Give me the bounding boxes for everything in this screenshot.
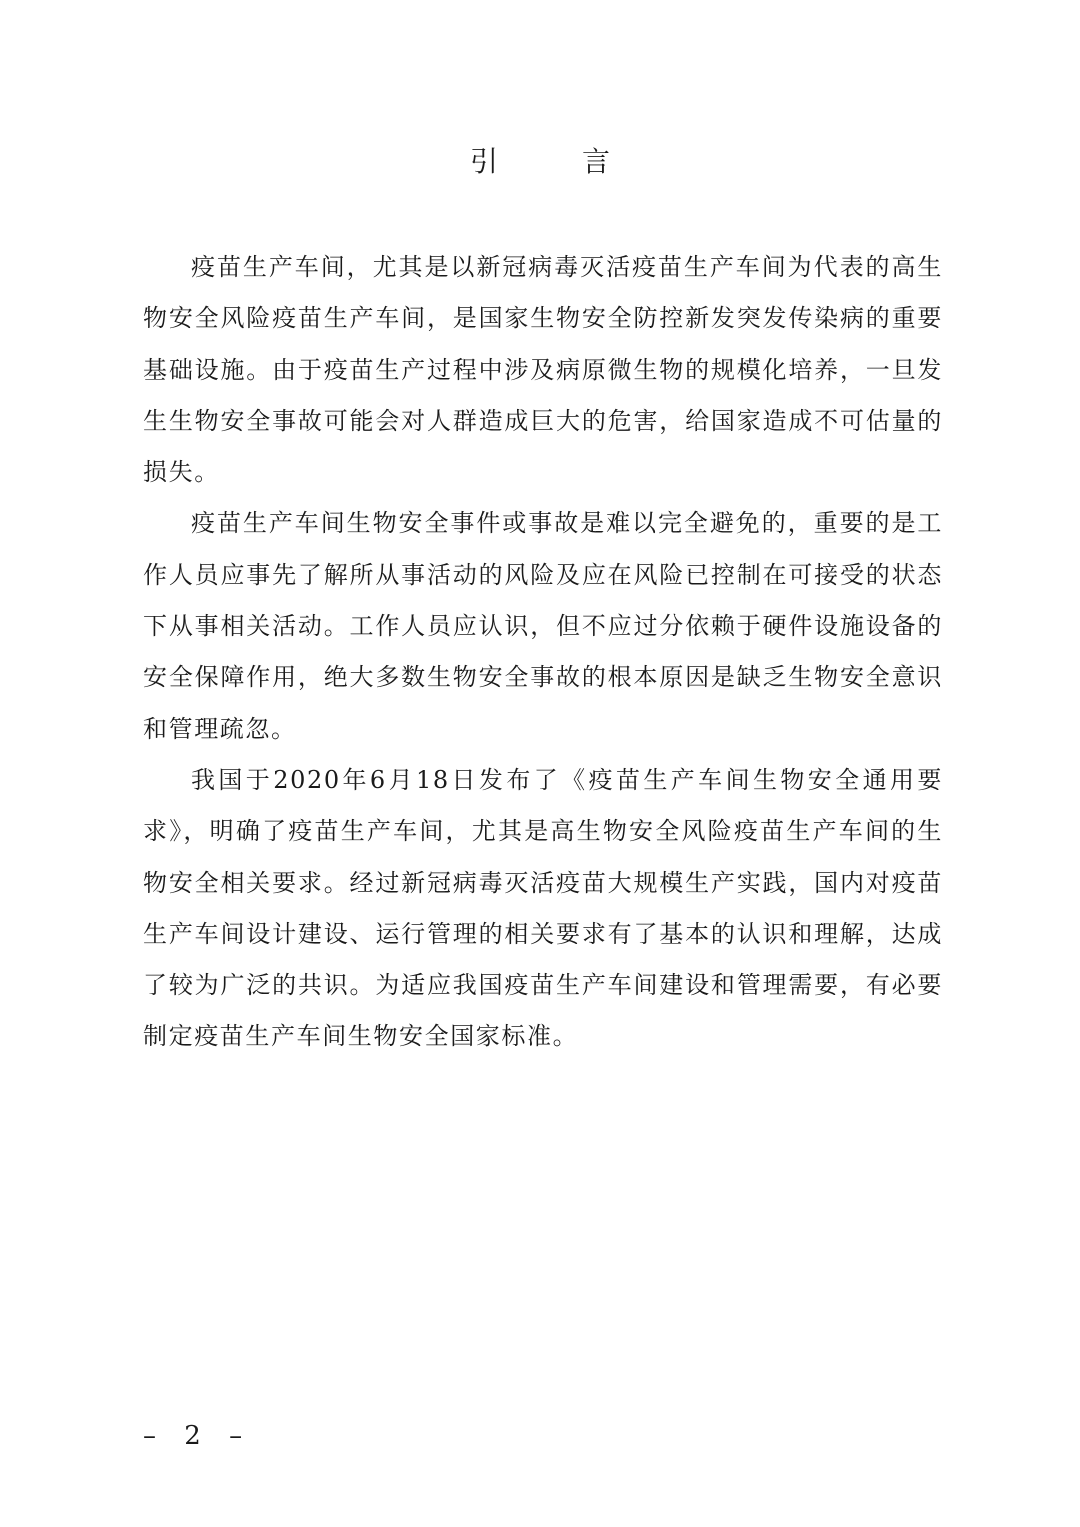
paragraph-1: 疫苗生产车间，尤其是以新冠病毒灭活疫苗生产车间为代表的高生物安全风险疫苗生产车间，是国家生物安全防控新发突发传染病的重要基础设施。由于疫苗生产过程中涉及病原微生物的规模化培养，一旦发生生物安全事故可能会对人群造成巨大的危害，给国家造成不可估量的损失。 [143, 253, 943, 487]
body-text [143, 242, 943, 1063]
page-title: 引 言 [469, 145, 638, 178]
paragraph-3: 我国于2020年6月18日发布了《疫苗生产车间生物安全通用要求》，明确了疫苗生产车间，尤其是高生物安全风险疫苗生产车间的生物安全相关要求。经过新冠病毒灭活疫苗大规模生产实践，国内对疫苗生产车间设计建设、运行管理的相关要求有了基本的认识和理解，达成了较为广泛的共识。为适应我国疫苗生产车间建设和管理需要，有必要制定疫苗生产车间生物安全国家标准。 [143, 765, 943, 1051]
page-number: – 2 – [143, 1421, 253, 1451]
paragraph-2: 疫苗生产车间生物安全事件或事故是难以完全避免的，重要的是工作人员应事先了解所从事活动的风险及应在风险已控制在可接受的状态下从事相关活动。工作人员应认识，但不应过分依赖于硬件设施设备的安全保障作用，绝大多数生物安全事故的根本原因是缺乏生物安全意识和管理疏忽。 [143, 509, 943, 743]
